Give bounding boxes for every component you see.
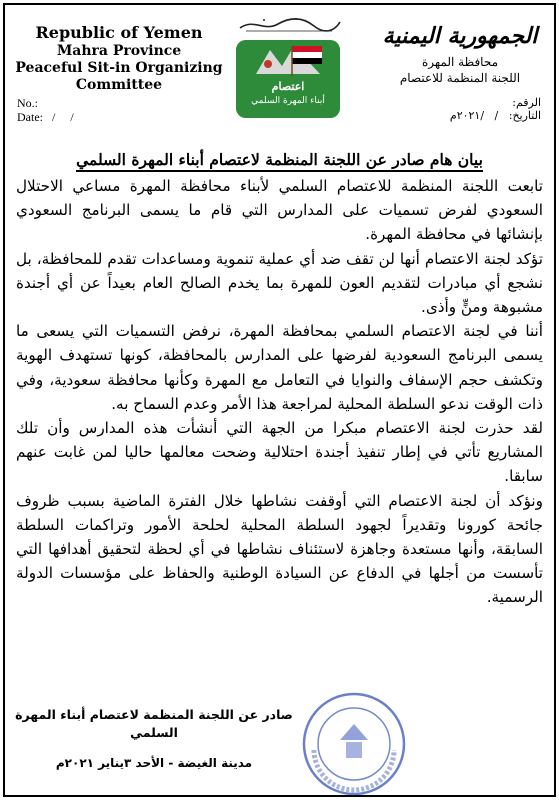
body-paragraph: تابعت اللجنة المنظمة للاعتصام السلمي لأبناء محافظة المهرة مساعي الاحتلال السعودي لفرض تسميات على المدارس التي قام ما يسمى البرنامج السعودي بإنشائها في محافظة المهرة.: [16, 177, 543, 244]
header-ar-line1: محافظة المهرة: [421, 55, 499, 69]
logo-emblem-icon: [236, 40, 340, 118]
sit-in-logo: [236, 40, 340, 118]
header-ar-meta: [450, 96, 541, 122]
body-paragraph: ونؤكد أن لجنة الاعتصام التي أوقفت نشاطها خلال الفترة الماضية بسبب ظروف جائحة كورونا وتقديراً لجهود السلطة المحلية لحلحة الأمور وتراكمات السلطة السابقة، وأنها مستعدة وجاهزة لاستئناف نشاطها في أي لحظة لتحقيق أهدافها التي تأسست من أجلها في الدفاع عن السيادة الوطنية والحفاظ على مؤسسات الدولة الرسمية.: [16, 491, 543, 607]
signature-line1: صادر عن اللجنة المنظمة لاعتصام أبناء المهرة السلمي: [15, 707, 293, 740]
header-en-line1: Republic of Yemen: [35, 23, 203, 42]
header-ar-number: الرقم:: [512, 96, 541, 109]
body-paragraph: تؤكد لجنة الاعتصام أنها لن تقف ضد أي عملية تنموية ومساعدات تقدم للمحافظة، بل نشجع أي مبادرات لتقديم العون للمهرة بما يخدم الصالح العام بعيداً عن أي أجندة مشبوهة ومنٍّ وأذى.: [16, 249, 543, 317]
header-arabic: [375, 22, 545, 86]
body-paragraph: أننا في لجنة الاعتصام السلمي بمحافظة المهرة، نرفض التسميات التي يسعى ما يسمى البرنامج السعودية لفرضها على المدارس بالمحافظة، كونها تستهدف الهوية وتكشف حجم الإسفاف والنوايا في التعامل مع المهرة وكأنها محافظة سعودية، وفي ذات الوقت ندعو السلطة المحلية لمراجعة هذا الأمر وعدم السماح به.: [16, 322, 543, 413]
header-en-meta: [17, 96, 74, 124]
header-en-line4: Committee: [75, 77, 163, 93]
signature-line2: مدينة الغيضة - الأحد ٣يناير ٢٠٢١م: [55, 756, 253, 770]
basmala-calligraphy: [234, 14, 344, 36]
header-ar-calligraphy: الجمهورية اليمنية: [382, 23, 538, 49]
signature-block: [14, 706, 294, 772]
body-paragraph: لقد حذرت لجنة الاعتصام مبكرا من الجهة التي أنشأت هذه المدارس وأن تلك المشاريع تأتي في إطار تنفيذ أجندة احتلالية وضحت معالمها حاليا لمن غابت عنهم سابقا.: [16, 419, 543, 486]
header-en-no: No.:: [17, 96, 38, 110]
header-ar-date: التاريخ: / /٢٠٢١م: [449, 109, 541, 122]
statement-title: [20, 150, 539, 169]
header-ar-line2: اللجنة المنظمة للاعتصام: [399, 71, 521, 85]
statement-title-text: بيان هام صادر عن اللجنة المنظمة لاعتصام أبناء المهرة السلمي: [76, 150, 483, 172]
official-stamp: [300, 690, 408, 798]
header-english: [14, 24, 224, 94]
header-en-line2: Mahra Province: [56, 43, 182, 59]
header-en-date: Date: / /: [17, 110, 74, 124]
header-en-line3: Peaceful Sit-in Organizing: [15, 60, 223, 76]
logo-text-main: اعتصام: [271, 80, 305, 93]
logo-text-sub: أبناء المهرة السلمي: [251, 96, 325, 106]
statement-body: [16, 174, 543, 610]
